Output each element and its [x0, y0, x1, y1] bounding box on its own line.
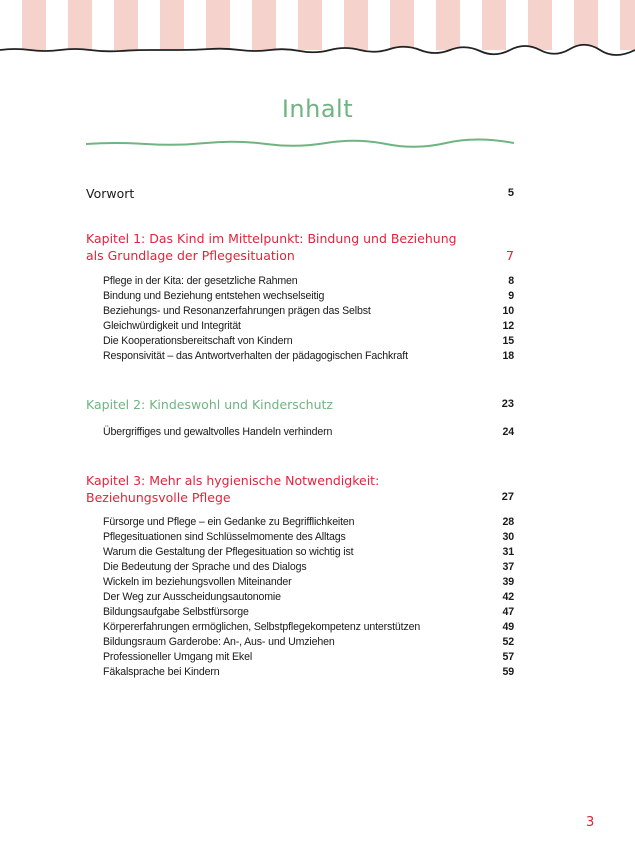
- toc-entry-page: 52: [502, 636, 514, 648]
- header-wavy-line: [0, 42, 635, 58]
- toc-entry[interactable]: [103, 334, 514, 349]
- toc-entry-page: 31: [502, 546, 514, 558]
- toc-entry[interactable]: [103, 515, 514, 530]
- toc-entry-page: 37: [502, 561, 514, 573]
- toc-entry[interactable]: [103, 289, 514, 304]
- toc-entry-label: Bildungsraum Garderobe: An-, Aus- und Umziehen: [103, 636, 335, 648]
- toc-entry-label: Beziehungs- und Resonanzerfahrungen prägen das Selbst: [103, 305, 371, 317]
- toc-entry[interactable]: [103, 605, 514, 620]
- toc-entry[interactable]: [103, 650, 514, 665]
- toc-entry[interactable]: [103, 304, 514, 319]
- toc-vorwort-label: Vorwort: [86, 186, 135, 201]
- toc-entry-label: Bildungsaufgabe Selbstfürsorge: [103, 606, 249, 618]
- toc-entry-label: Responsivität – das Antwortverhalten der pädagogischen Fachkraft: [103, 350, 408, 362]
- toc-entry[interactable]: [103, 530, 514, 545]
- toc-entry-page: 9: [508, 290, 514, 302]
- toc-chapter-3-page: 27: [501, 491, 514, 503]
- toc-vorwort[interactable]: [86, 185, 514, 202]
- toc-entry[interactable]: [103, 665, 514, 680]
- toc-entry-label: Gleichwürdigkeit und Integrität: [103, 320, 241, 332]
- toc-entry-page: 18: [502, 350, 514, 362]
- toc-entry-label: Die Kooperationsbereitschaft von Kindern: [103, 335, 293, 347]
- toc-chapter-2-page: 23: [501, 398, 514, 410]
- toc-entry-page: 49: [502, 621, 514, 633]
- toc-entry-label: Der Weg zur Ausscheidungsautonomie: [103, 591, 281, 603]
- toc-entry-label: Übergriffiges und gewaltvolles Handeln verhindern: [103, 426, 333, 438]
- toc-entry-page: 8: [508, 275, 514, 287]
- toc-entry[interactable]: [103, 590, 514, 605]
- toc-entry-page: 57: [502, 651, 514, 663]
- toc-entry-page: 24: [502, 426, 514, 438]
- title-underline: [86, 138, 514, 148]
- toc-chapter-3[interactable]: [86, 472, 514, 506]
- toc-entry-label: Körpererfahrungen ermöglichen, Selbstpflegekompetenz unterstützen: [103, 621, 421, 633]
- toc-entry-page: 28: [502, 516, 514, 528]
- toc-entry-label: Pflegesituationen sind Schlüsselmomente des Alltags: [103, 531, 346, 543]
- toc-entry[interactable]: [103, 620, 514, 635]
- toc-entry-label: Die Bedeutung der Sprache und des Dialogs: [103, 561, 307, 573]
- toc-entry-page: 10: [502, 305, 514, 317]
- toc-chapter-1-line1: Kapitel 1: Das Kind im Mittelpunkt: Bindung und Beziehung: [86, 231, 457, 246]
- toc-vorwort-page: 5: [507, 187, 514, 199]
- toc-entry-page: 42: [502, 591, 514, 603]
- toc-entry-label: Pflege in der Kita: der gesetzliche Rahmen: [103, 275, 298, 287]
- toc-entry-page: 39: [502, 576, 514, 588]
- toc-entry-label: Professioneller Umgang mit Ekel: [103, 651, 253, 663]
- toc-entry-page: 15: [502, 335, 514, 347]
- toc-chapter-3-line1: Kapitel 3: Mehr als hygienische Notwendigkeit:: [86, 473, 380, 488]
- toc-entry-page: 30: [502, 531, 514, 543]
- page-title: Inhalt: [281, 95, 354, 123]
- toc-entry[interactable]: [103, 425, 514, 440]
- toc-entry[interactable]: [103, 560, 514, 575]
- toc-entry-label: Bindung und Beziehung entstehen wechselseitig: [103, 290, 325, 302]
- toc-entry-page: 47: [502, 606, 514, 618]
- toc-entry-page: 12: [502, 320, 514, 332]
- toc-entry[interactable]: [103, 319, 514, 334]
- toc-entry[interactable]: [103, 274, 514, 289]
- page-number: 3: [586, 815, 595, 830]
- toc-chapter-2[interactable]: [86, 396, 514, 413]
- toc-entry-label: Wickeln im beziehungsvollen Miteinander: [103, 576, 292, 588]
- toc-entry[interactable]: [103, 349, 514, 364]
- toc-entry[interactable]: [103, 635, 514, 650]
- toc-entry-label: Fürsorge und Pflege – ein Gedanke zu Begrifflichkeiten: [103, 516, 355, 528]
- toc-chapter-1-page: 7: [506, 248, 514, 263]
- toc-entry[interactable]: [103, 575, 514, 590]
- toc-entry-page: 59: [502, 666, 514, 678]
- toc-entry[interactable]: [103, 545, 514, 560]
- toc-entry-label: Warum die Gestaltung der Pflegesituation so wichtig ist: [103, 546, 354, 558]
- toc-chapter-3-line2: Beziehungsvolle Pflege: [86, 490, 231, 505]
- toc-chapter-1-line2: als Grundlage der Pflegesituation: [86, 248, 295, 263]
- toc-entry-label: Fäkalsprache bei Kindern: [103, 666, 220, 678]
- toc-chapter-2-line1: Kapitel 2: Kindeswohl und Kinderschutz: [86, 397, 333, 412]
- toc-chapter-1[interactable]: [86, 230, 514, 264]
